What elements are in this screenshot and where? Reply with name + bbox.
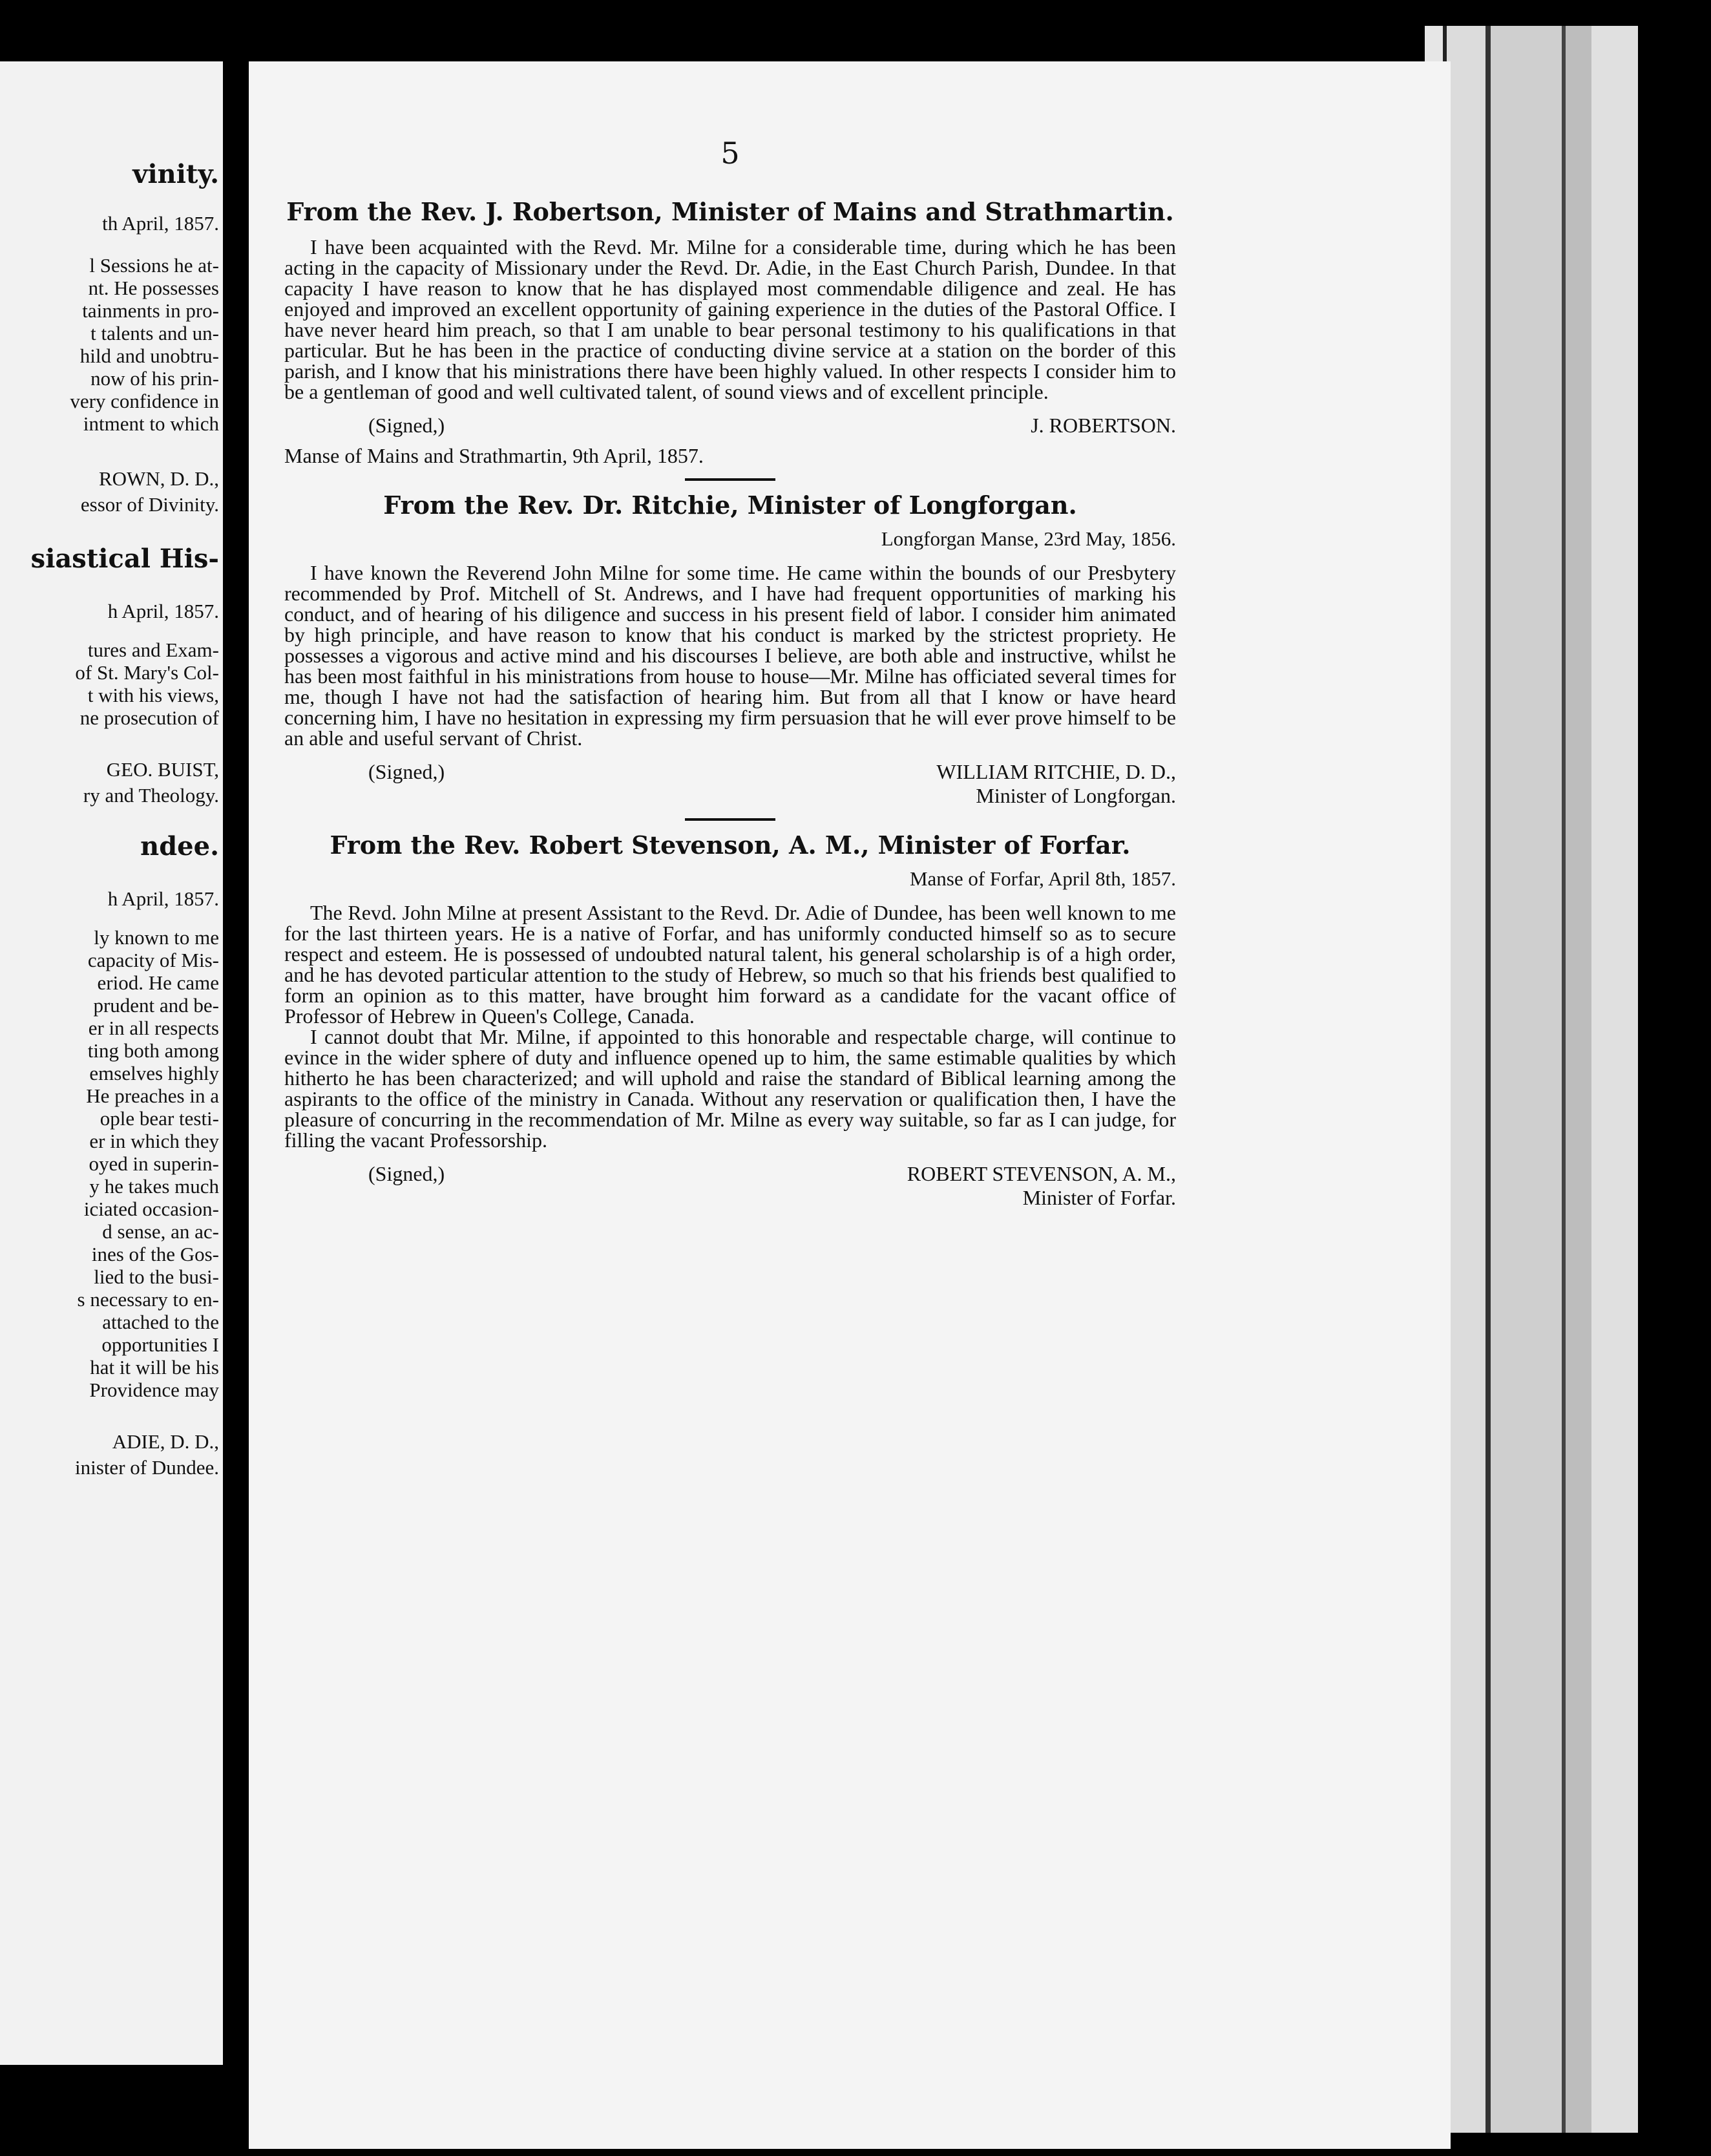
signature-name: J. ROBERTSON. bbox=[1031, 414, 1176, 437]
left-page-line: ting both among bbox=[87, 1039, 219, 1062]
letter-heading: From the Rev. Dr. Ritchie, Minister of Longforgan. bbox=[383, 491, 1077, 520]
left-page-line: ADIE, D. D., bbox=[112, 1430, 219, 1453]
left-page-line: now of his prin- bbox=[90, 367, 219, 390]
left-page-line: He preaches in a bbox=[86, 1084, 219, 1107]
letter-heading: From the Rev. Robert Stevenson, A. M., Minister of Forfar. bbox=[330, 830, 1131, 860]
left-page-line: nt. He possesses bbox=[88, 277, 219, 299]
left-page-line: hat it will be his bbox=[90, 1356, 219, 1379]
left-page-line: er in which they bbox=[89, 1130, 219, 1152]
left-page-line: GEO. BUIST, bbox=[106, 758, 219, 781]
left-page-line: inister of Dundee. bbox=[75, 1456, 219, 1479]
left-page-line: emselves highly bbox=[89, 1062, 219, 1084]
signature-row bbox=[284, 414, 1176, 438]
signature-name: ROBERT STEVENSON, A. M., bbox=[907, 1162, 1176, 1185]
left-page-line: hild and unobtru- bbox=[79, 344, 219, 367]
left-page-line: siastical His- bbox=[30, 544, 219, 574]
letter-paragraph: I cannot doubt that Mr. Milne, if appointed to this honorable and respectable charge, will continue to evince in the wider sphere of duty and influence opened up to him, the same estimable qualities by which hitherto he has been characterized; and will uphold and raise the standard of Biblical learning among the aspirants to the office of the ministry in Canada. Without any reservation or qualification then, I have the pleasure of concurring in the recommendation of Mr. Milne as every way suitable, so far as I can judge, for filling the vacant Professorship. bbox=[284, 1025, 1176, 1152]
letter-dateline: Manse of Forfar, April 8th, 1857. bbox=[909, 867, 1176, 890]
left-page-line: capacity of Mis- bbox=[87, 949, 219, 971]
left-page-line: prudent and be- bbox=[93, 994, 219, 1017]
left-page-line: ines of the Gos- bbox=[91, 1243, 219, 1265]
left-page-line: vinity. bbox=[132, 159, 219, 189]
left-page-line: ndee. bbox=[140, 831, 219, 861]
left-page-line: tainments in pro- bbox=[82, 299, 219, 322]
left-page-line: oyed in superin- bbox=[89, 1152, 219, 1175]
left-page-line: ROWN, D. D., bbox=[99, 467, 219, 490]
signatory-title: Minister of Forfar. bbox=[1022, 1186, 1176, 1209]
left-page-line: th April, 1857. bbox=[102, 212, 219, 235]
left-page-line: h April, 1857. bbox=[107, 887, 219, 910]
previous-page-fragment bbox=[0, 61, 223, 2065]
left-page-line: y he takes much bbox=[89, 1175, 219, 1198]
letters-container bbox=[284, 196, 1176, 1210]
page-edges bbox=[1425, 26, 1638, 2133]
left-page-line: t with his views, bbox=[87, 684, 219, 706]
letter-paragraph: I have been acquainted with the Revd. Mr. Milne for a considerable time, during which he has been acting in the capacity of Missionary under the Revd. Dr. Adie, in the East Church Parish, Dundee. In that capacity I have reason to know that he has displayed most commendable diligence and zeal. He has enjoyed and improved an excellent opportunity of gaining experience in the duties of the Pastoral Office. I have never heard him preach, so that I am unable to bear personal testimony to his qualifications in that particular. But he has been in the practice of conducting divine service at a station on the border of this parish, and I know that his ministrations there have been highly valued. In other respects I consider him to be a gentleman of good and well cultivated talent, of sound views and of excellent principle. bbox=[284, 235, 1176, 403]
letter-dateline: Longforgan Manse, 23rd May, 1856. bbox=[881, 527, 1176, 550]
left-page-line: h April, 1857. bbox=[107, 600, 219, 622]
signed-label: (Signed,) bbox=[368, 414, 445, 437]
letter-paragraph: The Revd. John Milne at present Assistant to the Revd. Dr. Adie of Dundee, has been well known to me for the last thirteen years. He is a native of Forfar, and has uniformly conducted himself so as to secure respect and esteem. He is possessed of undoubted natural talent, his general scholarship is of a high order, and he has devoted particular attention to the study of Hebrew, so much so that his friends best qualified to form an opinion as to this matter, have brought him forward as a candidate for the vacant office of Professor of Hebrew in Queen's College, Canada. bbox=[284, 901, 1176, 1028]
left-page-line: t talents and un- bbox=[90, 322, 219, 344]
signature-row bbox=[284, 760, 1176, 784]
left-page-line: intment to which bbox=[83, 412, 219, 435]
left-page-line: s necessary to en- bbox=[77, 1288, 219, 1311]
left-page-line: iciated occasion- bbox=[83, 1198, 219, 1220]
left-page-line: tures and Exam- bbox=[87, 639, 219, 661]
section-rule bbox=[685, 818, 775, 821]
signature-row bbox=[284, 1162, 1176, 1186]
left-page-line: very confidence in bbox=[70, 390, 219, 412]
page-number: 5 bbox=[720, 136, 740, 171]
left-page-line: of St. Mary's Col- bbox=[75, 661, 219, 684]
signed-label: (Signed,) bbox=[368, 1162, 445, 1185]
left-page-line: ly known to me bbox=[94, 926, 219, 949]
left-page-line: essor of Divinity. bbox=[80, 493, 219, 516]
letter-paragraph: I have known the Reverend John Milne for some time. He came within the bounds of our Presbytery recommended by Prof. Mitchell of St. Andrews, and I have had frequent opportunities of marking his conduct, and of hearing of his diligence and success in his present field of labor. I consider him animated by high principle, and have reason to know that his conduct is marked by the strictest propriety. He possesses a vigorous and active mind and his discourses I believe, are both able and instructive, whilst he has been most faithful in his ministrations from house to house—Mr. Milne has officiated several times for me, though I have not had the satisfaction of hearing him. But from all that I know or have heard concerning him, I have no hesitation in expressing my firm persuasion that he will ever prove himself to be an able and useful servant of Christ. bbox=[284, 561, 1176, 750]
signatory-title: Minister of Longforgan. bbox=[976, 784, 1176, 807]
left-page-line: er in all respects bbox=[88, 1017, 219, 1039]
left-page-line: Providence may bbox=[89, 1379, 219, 1401]
left-page-line: eriod. He came bbox=[97, 971, 219, 994]
left-page-line: ry and Theology. bbox=[83, 784, 219, 807]
left-page-line: lied to the busi- bbox=[94, 1265, 219, 1288]
book-gutter bbox=[223, 0, 249, 2156]
left-page-line: l Sessions he at- bbox=[89, 254, 219, 277]
signature-name: WILLIAM RITCHIE, D. D., bbox=[936, 760, 1176, 783]
letter-heading: From the Rev. J. Robertson, Minister of Mains and Strathmartin. bbox=[286, 197, 1174, 226]
left-page-line: ople bear testi- bbox=[100, 1107, 219, 1130]
letter-place-date: Manse of Mains and Strathmartin, 9th April, 1857. bbox=[284, 444, 704, 467]
left-page-line: opportunities I bbox=[101, 1333, 219, 1356]
left-page-line: attached to the bbox=[102, 1311, 219, 1333]
left-page-line: d sense, an ac- bbox=[102, 1220, 219, 1243]
page-text bbox=[284, 136, 1176, 1210]
section-rule bbox=[685, 478, 775, 481]
signed-label: (Signed,) bbox=[368, 760, 445, 783]
left-page-line: ne prosecution of bbox=[79, 706, 219, 729]
